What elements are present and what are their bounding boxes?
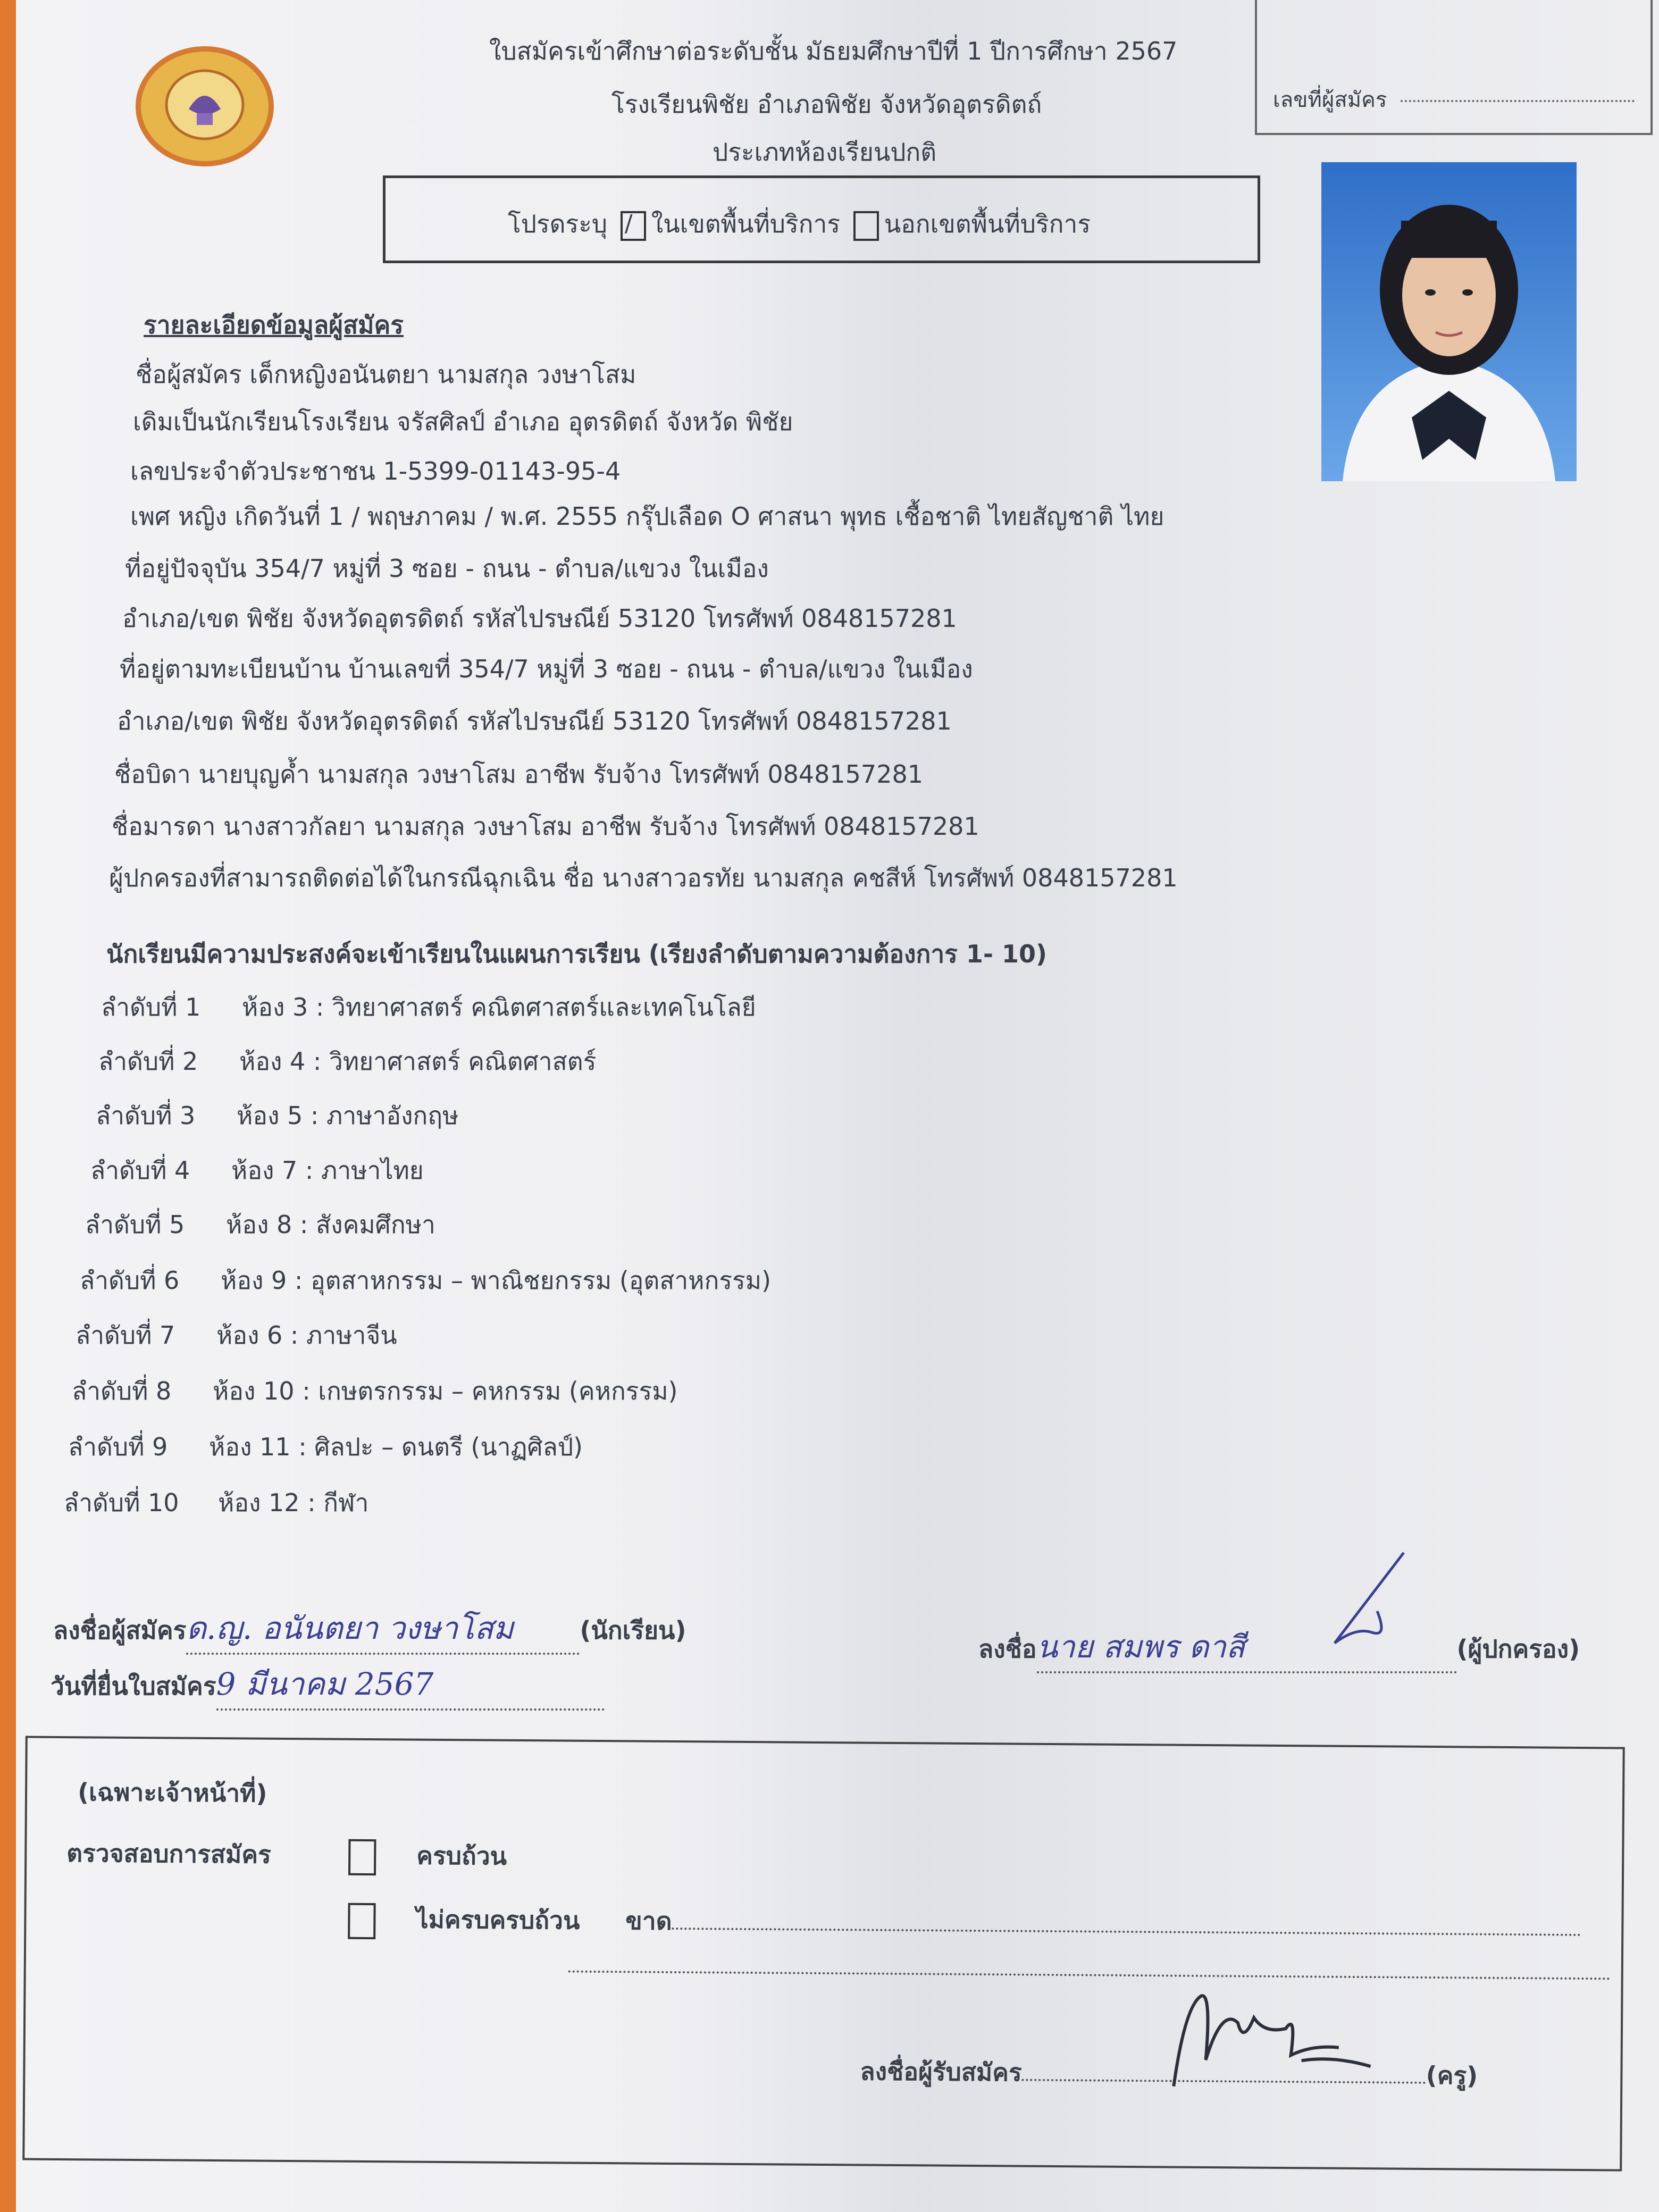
ranking-row bbox=[85, 1205, 435, 1244]
missing-field-line-2 bbox=[568, 1971, 1611, 1980]
ranking-row bbox=[68, 1428, 583, 1467]
info-row-current-address: ที่อยู่ปัจจุบัน 354/7 หมู่ที่ 3 ซอย - ถนน - ตำบล/แขวง ในเมือง bbox=[125, 554, 769, 583]
info-row-personal: เพศ หญิง เกิดวันที่ 1 / พฤษภาคม / พ.ศ. 2555 กรุ๊ปเลือด O ศาสนา พุทธ เชื้อชาติ ไทยสัญชาติ ไทย bbox=[130, 502, 1164, 531]
ranking-room: ห้อง 7 : ภาษาไทย bbox=[231, 1156, 424, 1185]
receiver-signature-mark bbox=[1163, 1974, 1387, 2098]
incomplete-label: ไม่ครบครบถ้วน bbox=[416, 1905, 580, 1935]
receiver-signature-suffix: (ครู) bbox=[1426, 2060, 1478, 2090]
applicant-photo bbox=[1321, 162, 1577, 481]
ranking-rank: ลำดับที่ 7 bbox=[76, 1321, 175, 1350]
applicant-number-box bbox=[1255, 0, 1653, 135]
ranking-row bbox=[64, 1484, 368, 1522]
ranking-row bbox=[72, 1372, 678, 1411]
ranking-room: ห้อง 10 : เกษตรกรรม – คหกรรม (คหกรรม) bbox=[213, 1377, 678, 1405]
form-title: ใบสมัครเข้าศึกษาต่อระดับชั้น มัธยมศึกษาปีที่ 1 ปีการศึกษา 2567 bbox=[489, 37, 1178, 65]
info-row-registered-address: ที่อยู่ตามทะเบียนบ้าน บ้านเลขที่ 354/7 หมู่ที่ 3 ซอย - ถนน - ตำบล/แขวง ในเมือง bbox=[120, 655, 973, 683]
ranking-room: ห้อง 3 : วิทยาศาสตร์ คณิตศาสตร์และเทคโนโลยี bbox=[242, 993, 756, 1021]
in-area-checkbox[interactable] bbox=[621, 211, 646, 241]
in-area-checkmark: / bbox=[624, 210, 633, 237]
guardian-signature-value[interactable]: นาย สมพร ดาสี bbox=[1037, 1622, 1457, 1673]
service-area-prompt: โปรดระบุ bbox=[508, 210, 608, 238]
section-title: รายละเอียดข้อมูลผู้สมัคร bbox=[144, 311, 404, 339]
complete-checkbox[interactable] bbox=[348, 1839, 376, 1875]
in-area-label: ในเขตพื้นที่บริการ bbox=[651, 210, 841, 238]
application-form-page bbox=[16, 0, 1659, 2212]
guardian-signature-flourish bbox=[1324, 1547, 1420, 1654]
ranking-rank: ลำดับที่ 1 bbox=[101, 993, 201, 1021]
school-logo bbox=[130, 45, 279, 167]
guardian-signature-suffix: (ผู้ปกครอง) bbox=[1456, 1635, 1580, 1663]
ranking-rank: ลำดับที่ 2 bbox=[98, 1047, 198, 1076]
complete-label: ครบถ้วน bbox=[416, 1841, 507, 1871]
ranking-room: ห้อง 5 : ภาษาอังกฤษ bbox=[237, 1101, 459, 1130]
ranking-room: ห้อง 11 : ศิลปะ – ดนตรี (นาฏศิลป์) bbox=[209, 1432, 583, 1461]
applicant-signature-value[interactable]: ด.ญ. อนันตยา วงษาโสม bbox=[186, 1603, 580, 1655]
info-row-previous-school: เดิมเป็นนักเรียนโรงเรียน จรัสศิลป์ อำเภอ อุตรดิตถ์ จังหวัด พิชัย bbox=[133, 407, 793, 436]
ranking-row bbox=[90, 1151, 424, 1190]
applicant-number-label: เลขที่ผู้สมัคร bbox=[1273, 88, 1387, 112]
applicant-signature-suffix: (นักเรียน) bbox=[580, 1616, 686, 1645]
out-area-checkbox[interactable] bbox=[853, 211, 879, 241]
study-plan-title: นักเรียนมีความประสงค์จะเข้าเรียนในแผนการเรียน (เรียงลำดับตามความต้องการ 1- 10) bbox=[106, 940, 1048, 968]
ranking-room: ห้อง 4 : วิทยาศาสตร์ คณิตศาสตร์ bbox=[239, 1047, 597, 1076]
complete-option bbox=[343, 1836, 507, 1876]
ranking-rank: ลำดับที่ 9 bbox=[68, 1432, 168, 1461]
ranking-row bbox=[80, 1261, 771, 1300]
classroom-type: ประเภทห้องเรียนปกติ bbox=[713, 138, 937, 166]
ranking-room: ห้อง 9 : อุตสาหกรรม – พาณิชยกรรม (อุตสาหกรรม) bbox=[221, 1266, 772, 1295]
office-use-box bbox=[22, 1736, 1624, 2172]
incomplete-option bbox=[342, 1900, 1581, 1948]
applicant-signature-label: ลงชื่อผู้สมัคร bbox=[53, 1616, 187, 1645]
office-use-title: (เฉพาะเจ้าหน้าที่) bbox=[77, 1778, 267, 1808]
submission-date-label: วันที่ยื่นใบสมัคร bbox=[51, 1672, 216, 1700]
out-area-label: นอกเขตพื้นที่บริการ bbox=[884, 210, 1091, 238]
info-row-registered-district: อำเภอ/เขต พิชัย จังหวัดอุตรดิตถ์ รหัสไปรษณีย์ 53120 โทรศัพท์ 0848157281 bbox=[117, 707, 952, 735]
info-row-citizen-id: เลขประจำตัวประชาชน 1-5399-01143-95-4 bbox=[130, 457, 621, 485]
missing-field[interactable] bbox=[672, 1928, 1581, 1936]
ranking-rank: ลำดับที่ 4 bbox=[90, 1156, 190, 1185]
ranking-room: ห้อง 12 : กีฬา bbox=[218, 1488, 369, 1517]
missing-label: ขาด bbox=[625, 1906, 672, 1936]
submission-date-value[interactable]: 9 มีนาคม 2567 bbox=[216, 1659, 605, 1711]
ranking-row bbox=[96, 1096, 458, 1135]
submission-date-row bbox=[51, 1659, 605, 1711]
guardian-signature-label: ลงชื่อ bbox=[978, 1635, 1037, 1663]
ranking-rank: ลำดับที่ 10 bbox=[64, 1488, 179, 1517]
application-check-label: ตรวจสอบการสมัคร bbox=[66, 1839, 271, 1869]
ranking-rank: ลำดับที่ 6 bbox=[80, 1266, 180, 1295]
ranking-room: ห้อง 6 : ภาษาจีน bbox=[216, 1321, 397, 1350]
ranking-rank: ลำดับที่ 5 bbox=[85, 1210, 185, 1239]
info-row-name: ชื่อผู้สมัคร เด็กหญิงอนันตยา นามสกุล วงษาโสม bbox=[136, 360, 636, 389]
receiver-signature-label: ลงชื่อผู้รับสมัคร bbox=[860, 2057, 1022, 2087]
incomplete-checkbox[interactable] bbox=[348, 1903, 375, 1939]
info-row-father: ชื่อบิดา นายบุญค้ำ นามสกุล วงษาโสม อาชีพ รับจ้าง โทรศัพท์ 0848157281 bbox=[114, 760, 923, 789]
info-row-emergency-contact: ผู้ปกครองที่สามารถติดต่อได้ในกรณีฉุกเฉิน ชื่อ นางสาวอรทัย นามสกุล คชสีห์ โทรศัพท์ 0848157281 bbox=[109, 864, 1178, 892]
ranking-rank: ลำดับที่ 3 bbox=[96, 1101, 196, 1130]
applicant-number-line bbox=[1401, 100, 1635, 102]
info-row-mother: ชื่อมารดา นางสาวกัลยา นามสกุล วงษาโสม อาชีพ รับจ้าง โทรศัพท์ 0848157281 bbox=[112, 812, 979, 841]
ranking-row bbox=[76, 1316, 397, 1355]
school-name: โรงเรียนพิชัย อำเภอพิชัย จังหวัดอุตรดิตถ์ bbox=[611, 90, 1042, 119]
ranking-row bbox=[98, 1042, 596, 1081]
guardian-signature-row bbox=[978, 1622, 1580, 1673]
service-area-row bbox=[508, 205, 1091, 244]
service-area-box bbox=[383, 175, 1260, 263]
info-row-current-district: อำเภอ/เขต พิชัย จังหวัดอุตรดิตถ์ รหัสไปรษณีย์ 53120 โทรศัพท์ 0848157281 bbox=[122, 604, 957, 633]
ranking-row bbox=[101, 988, 756, 1027]
ranking-rank: ลำดับที่ 8 bbox=[72, 1377, 172, 1405]
ranking-room: ห้อง 8 : สังคมศึกษา bbox=[226, 1210, 435, 1239]
applicant-signature-row bbox=[53, 1603, 686, 1655]
